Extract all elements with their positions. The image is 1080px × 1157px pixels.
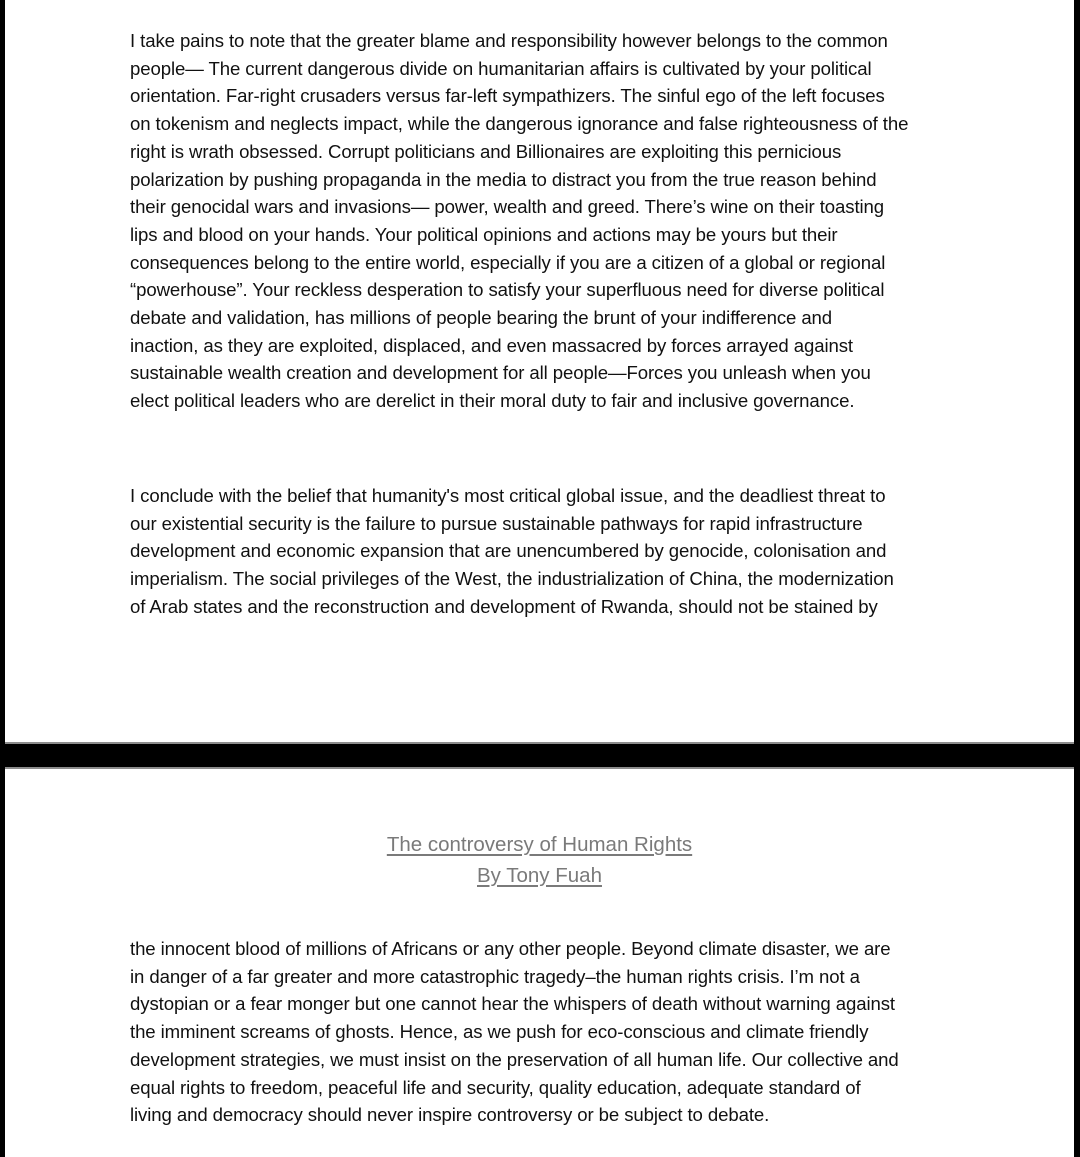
text-line: orientation. Far-right crusaders versus far-left sympathizers. The sinful ego of the left focuses [130,85,885,107]
text-line: the imminent screams of ghosts. Hence, as we push for eco-conscious and climate friendly [130,1021,869,1043]
document-byline: By Tony Fuah [477,863,602,887]
text-line: polarization by pushing propaganda in the media to distract you from the true reason behind [130,168,877,190]
text-line: in danger of a far greater and more catastrophic tragedy–the human rights crisis. I’m not a [130,965,860,987]
text-line: lips and blood on your hands. Your political opinions and actions may be yours but their [130,223,838,245]
text-line: right is wrath obsessed. Corrupt politicians and Billionaires are exploiting this pernicious [130,140,842,162]
text-line: of Arab states and the reconstruction and development of Rwanda, should not be stained by [130,595,878,617]
document-page-1 [5,0,1074,744]
text-line: consequences belong to the entire world, especially if you are a citizen of a global or regional [130,251,886,273]
text-line: debate and validation, has millions of people bearing the brunt of your indifference and [130,307,833,329]
text-line: inaction, as they are exploited, displaced, and even massacred by forces arrayed against [130,334,853,356]
text-line: imperialism. The social privileges of the West, the industrialization of China, the modernization [130,568,894,590]
text-line: I conclude with the belief that humanity's most critical global issue, and the deadliest threat to [130,485,886,506]
page-header [5,830,1074,891]
text-line: living and democracy should never inspire controversy or be subject to debate. [130,1104,770,1126]
text-line: on tokenism and neglects impact, while the dangerous ignorance and false righteousness of the [130,113,909,135]
text-line: the innocent blood of millions of Africans or any other people. Beyond climate disaster, we are [130,938,891,959]
text-line: equal rights to freedom, peaceful life and security, quality education, adequate standard of [130,1076,861,1098]
text-line: elect political leaders who are derelict in their moral duty to fair and inclusive governance. [130,390,855,412]
text-line: dystopian or a fear monger but one cannot hear the whispers of death without warning against [130,993,895,1015]
document-title: The controversy of Human Rights [386,833,693,856]
text-line: I take pains to note that the greater blame and responsibility however belongs to the common [130,30,888,51]
paragraph-conclusion [130,482,960,621]
paragraph-blame-responsibility [130,27,960,415]
document-page-2 [5,767,1074,1157]
text-line: sustainable wealth creation and development for all people—Forces you unleash when you [130,362,871,384]
text-line: people— The current dangerous divide on humanitarian affairs is cultivated by your political [130,57,872,79]
text-line: our existential security is the failure to pursue sustainable pathways for rapid infrastructure [130,512,863,534]
text-line: development strategies, we must insist on the preservation of all human life. Our collective and [130,1048,899,1070]
text-line: their genocidal wars and invasions— power, wealth and greed. There’s wine on their toasting [130,196,885,218]
paragraph-human-rights [130,935,960,1129]
text-line: “powerhouse”. Your reckless desperation to satisfy your superfluous need for diverse political [130,279,885,301]
text-line: development and economic expansion that are unencumbered by genocide, colonisation and [130,540,887,562]
